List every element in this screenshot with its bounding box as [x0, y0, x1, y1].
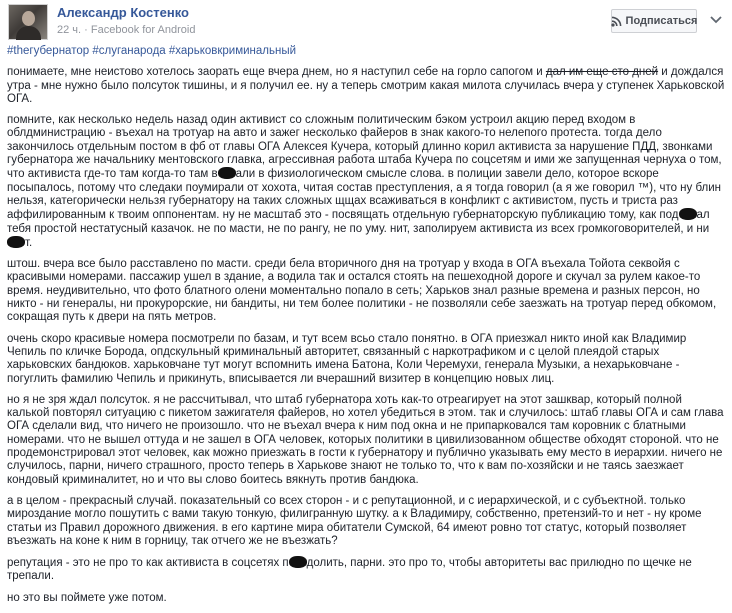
redaction-mark [7, 236, 25, 248]
post-body [7, 45, 727, 613]
post-header [0, 0, 732, 44]
paragraph: но я не зря ждал полсуток. я не рассчитывал, что штаб губернатора хоть как-то отреагирует на этот зашквар, который полной калькой повторял ситуацию с пикетом зажигателя файеров, но хотел убедиться в этом. так и случилось: штаб главы ОГА и сам глава ОГА сделали вид, что ничего не произошло. что не въехал вчера к ним под окна и не припарковался там коровник с блатными номерами. что не вышел оттуда и не зашел в ОГА человек, которых политики в цивилизованном обществе обходят стороной. что не продемонстрировал этот человек, как можно приезжать в гости к губернатору и публично указывать ему место в иерархии. ничего не случилось, парни, ничего страшного, просто теперь в Харькове знают не только то, что к вам по-хозяйски и не таясь заезжает кондовый криминалитет, но и что вы слово боитесь вякнуть против бандюка. [7, 393, 724, 486]
post-source[interactable]: Facebook for Android [90, 24, 196, 36]
hashtags [7, 45, 727, 58]
paragraph: понимаете, мне неистово хотелось заорать еще вчера днем, но я наступил себе на горло сапогом и дал им еще сто дней и дождался утра - мне нужно было полсуток тишины, и я получил ее. ну а теперь смотрим какая милота случилась вчера у ступенек Харьковской ОГА. [7, 66, 725, 105]
paragraph: штош. вчера все было расставлено по масти. среди бела вторичного дня на тротуар у входа в ОГА въехала Тойота секвойя с красивыми номерами. пассажир ушел в здание, а водила так и остался стоять на пешеходной дороге и скучал за рулем какое-то время. неудивительно, что фото блатного олени моментально попало в сеть; Харьков знал разные времена и разных персон, но никто - ни генералы, ни прокурорские, ни бандиты, ни тем более политики - не позволяли себе заезжать на тротуар перед обкомом, сокращая путь к двери на пять метров. [7, 258, 717, 324]
follow-button-label: Подписаться [625, 15, 698, 27]
avatar[interactable] [8, 4, 48, 40]
hashtag[interactable]: #харьковкриминальный [168, 45, 297, 57]
post-menu-button[interactable] [707, 11, 725, 29]
redaction-mark [679, 208, 697, 220]
paragraph: очень скоро красивые номера посмотрели по базам, и тут всем всьо стало понятно. в ОГА приезжал никто иной как Владимир Чепиль по кличке Борода, опдскульный криминальный авторитет, связанный с наркотрафиком и с целой плеядой старых харьковских бандюков. харьковчане тут могут вспомнить имена Батона, Коли Черемухи, генерала Музыки, а нехарьковчане - погуглить фамилию Чепиль и прикинуть, вписывается ли вчерашний визитер в концепцию новых лиц. [7, 332, 687, 385]
paragraph: а в целом - прекрасный случай. показательный со всех сторон - и с репутационной, и с иерархической, и с субъектной. только мироздание могло пошутить с вами такую тонкую, филигранную шутку. а к Владимиру, собственно, претензий-то и нет - ну кроме статьи из Правил дорожного движения. в его картине мира обитатели Сумской, 64 имеют ровно тот статус, который позволяет въезжать на коне к ним в горницу, так отчего же не въезжать? [7, 494, 702, 547]
hashtag[interactable]: #слуганарода [92, 45, 166, 57]
follow-button[interactable] [611, 9, 697, 33]
post-meta [57, 24, 195, 36]
chevron-down-icon [710, 16, 722, 24]
author-name[interactable]: Александр Костенко [57, 5, 189, 20]
paragraph: репутация - это не про то как активиста в соцсетях п долить, парни. это про то, чтобы авторитеты вас прилюдно по щечке не трепали. [7, 557, 692, 583]
redaction-mark [218, 167, 236, 179]
paragraph: помните, как несколько недель назад один активист со сложным политическим бэком устроил акцию перед входом в облдминистрацию - въехал на тротуар на авто и зажег несколько файеров в знак какого-то нелепого протеста. тогда дело закончилось отдельным постом в фб от главы ОГА Алексея Кучера, который длинно корил активиста за нарушение ПДД, звонками губернатора же начальнику ментовского главка, агрессивная работа штаба Кучера по соцсетям и ими же запущенная чернуха о том, что активиста где-то там когда-то там в али в физиологическом смысле слова. в полиции завели дело, которое вскоре посыпалось, потому что следаки поумирали от хохота, читая состав преступления, а я тогда говорил (а я же говорил ™), что ну блин нельзя, категорически нельзя губернатору на таких сложных щщах всаживаться в конфликт с активистом, пусть и триста раз аффилированным к твоим оппонентам. ну не масштаб это - посвящать отдельную губернаторскую публикацию тому, как под ал тебя простой нестатусный казачок. не по масти, не по рангу, не по уму. нит, заполируем активиста из всех громкоговорителей, и нит. [7, 114, 722, 249]
meta-separator: · [84, 24, 88, 36]
hashtag[interactable]: #thегубернатор [7, 45, 90, 57]
post-time[interactable]: 22 ч. [57, 24, 82, 36]
strikethrough-text: дал им еще сто дней [545, 66, 659, 79]
redaction-mark [289, 556, 307, 568]
paragraph: но это вы поймете уже потом. [7, 591, 167, 604]
rss-icon [611, 16, 622, 27]
